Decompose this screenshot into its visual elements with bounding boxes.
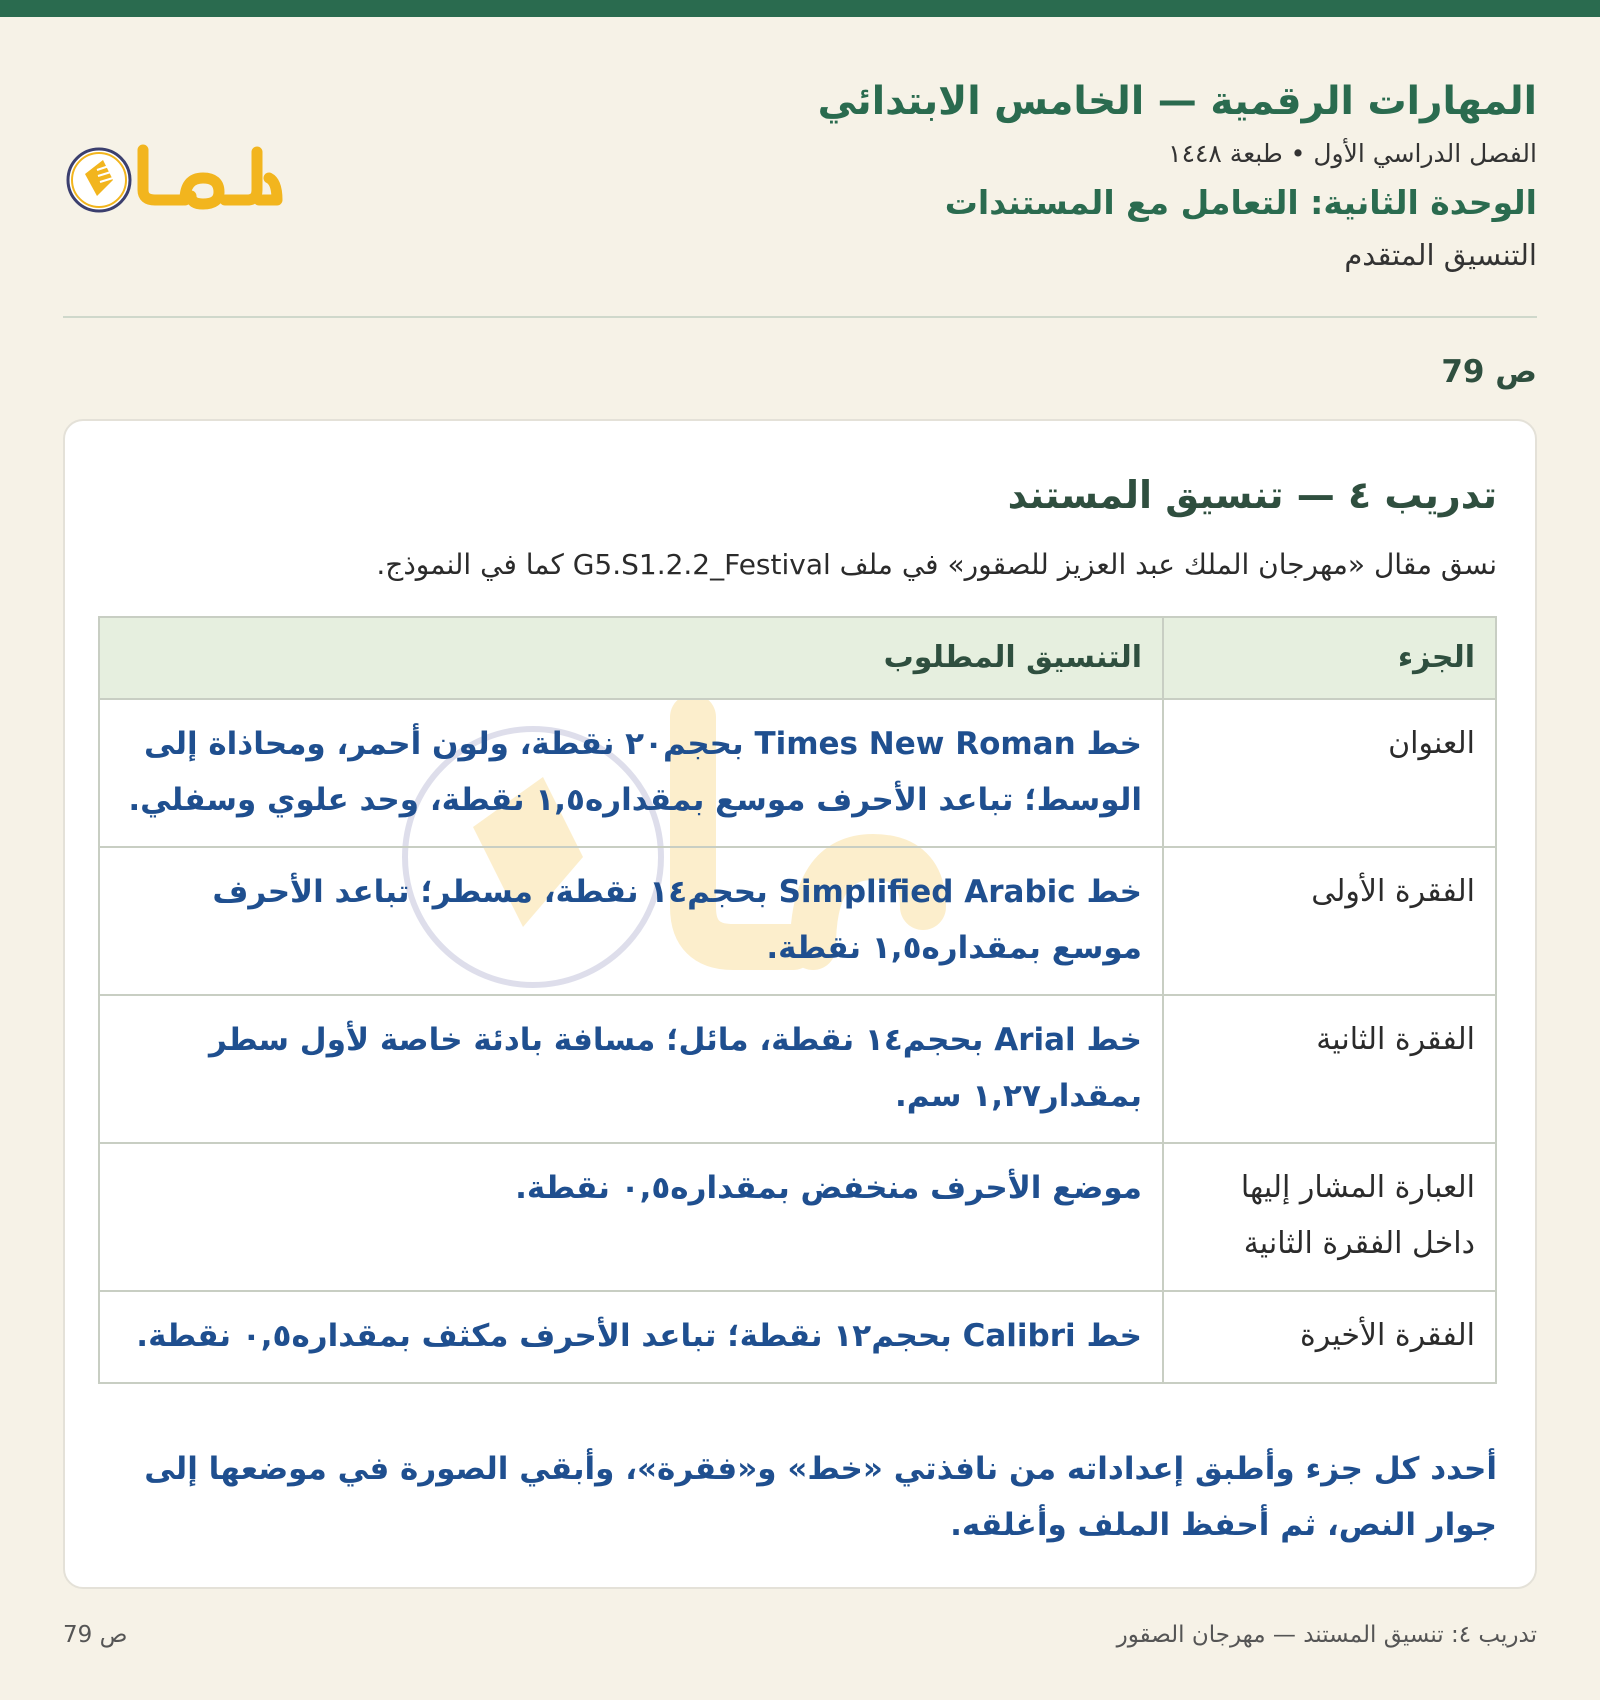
book-title: المهارات الرقمية — الخامس الابتدائي xyxy=(817,79,1537,124)
table-header-row xyxy=(99,617,1496,699)
table-row xyxy=(99,699,1496,847)
header-text xyxy=(818,74,1537,276)
row-part: الفقرة الثانية xyxy=(1163,995,1496,1143)
row-requirement: موضع الأحرف منخفض بمقداره٠,٥ نقطة. xyxy=(99,1143,1163,1291)
table-row xyxy=(99,1291,1496,1383)
formatting-table xyxy=(98,616,1497,1384)
table-row xyxy=(99,847,1496,995)
logo-wordmark xyxy=(143,150,277,204)
unit-title: الوحدة الثانية: التعامل مع المستندات xyxy=(944,183,1537,222)
logo-emblem-icon xyxy=(68,149,130,211)
lesson-title: التنسيق المتقدم xyxy=(1344,238,1537,272)
row-requirement: خط Simplified Arabic بحجم١٤ نقطة، مسطر؛ تباعد الأحرف موسع بمقداره١,٥ نقطة. xyxy=(99,847,1163,995)
footer-exercise-label: تدريب ٤: تنسيق المستند — مهرجان الصقور xyxy=(1116,1622,1537,1648)
semester-line: الفصل الدراسي الأول • طبعة ١٤٤٨ xyxy=(1168,139,1537,168)
row-part: العنوان xyxy=(1163,699,1496,847)
row-requirement: خط Arial بحجم١٤ نقطة، مائل؛ مسافة بادئة خاصة لأول سطر بمقدار١,٢٧ سم. xyxy=(99,995,1163,1143)
table-row xyxy=(99,995,1496,1143)
closing-instruction: أحدد كل جزء وأطبق إعداداته من نافذتي «خط» و«فقرة»، وأبقي الصورة في موضعها إلى جوار النص، ثم أحفظ الملف وأغلقه. xyxy=(144,1451,1497,1543)
exercise-card xyxy=(63,419,1537,1589)
row-requirement: خط Times New Roman بحجم٢٠ نقطة، ولون أحمر، ومحاذاة إلى الوسط؛ تباعد الأحرف موسع بمقداره١,٥ نقطة، وحد علوي وسفلي. xyxy=(99,699,1163,847)
hulul-logo xyxy=(63,134,285,224)
row-part: الفقرة الأولى xyxy=(1163,847,1496,995)
header-divider xyxy=(63,316,1537,318)
column-header-requirement: التنسيق المطلوب xyxy=(99,617,1163,699)
page-header xyxy=(63,74,1537,294)
row-part: الفقرة الأخيرة xyxy=(1163,1291,1496,1383)
table-row xyxy=(99,1143,1496,1291)
exercise-instruction: نسق مقال «مهرجان الملك عبد العزيز للصقور» في ملف G5.S1.2.2_Festival كما في النموذج. xyxy=(376,548,1497,581)
page-footer xyxy=(63,1622,1537,1658)
footer-page-number: ص 79 xyxy=(63,1622,128,1648)
column-header-part: الجزء xyxy=(1163,617,1496,699)
page-reference: ص 79 xyxy=(1441,354,1537,390)
row-requirement: خط Calibri بحجم١٢ نقطة؛ تباعد الأحرف مكثف بمقداره٠,٥ نقطة. xyxy=(99,1291,1163,1383)
exercise-title: تدريب ٤ — تنسيق المستند xyxy=(1007,473,1497,517)
row-part: العبارة المشار إليها داخل الفقرة الثانية xyxy=(1163,1143,1496,1291)
top-accent-bar xyxy=(0,0,1600,17)
